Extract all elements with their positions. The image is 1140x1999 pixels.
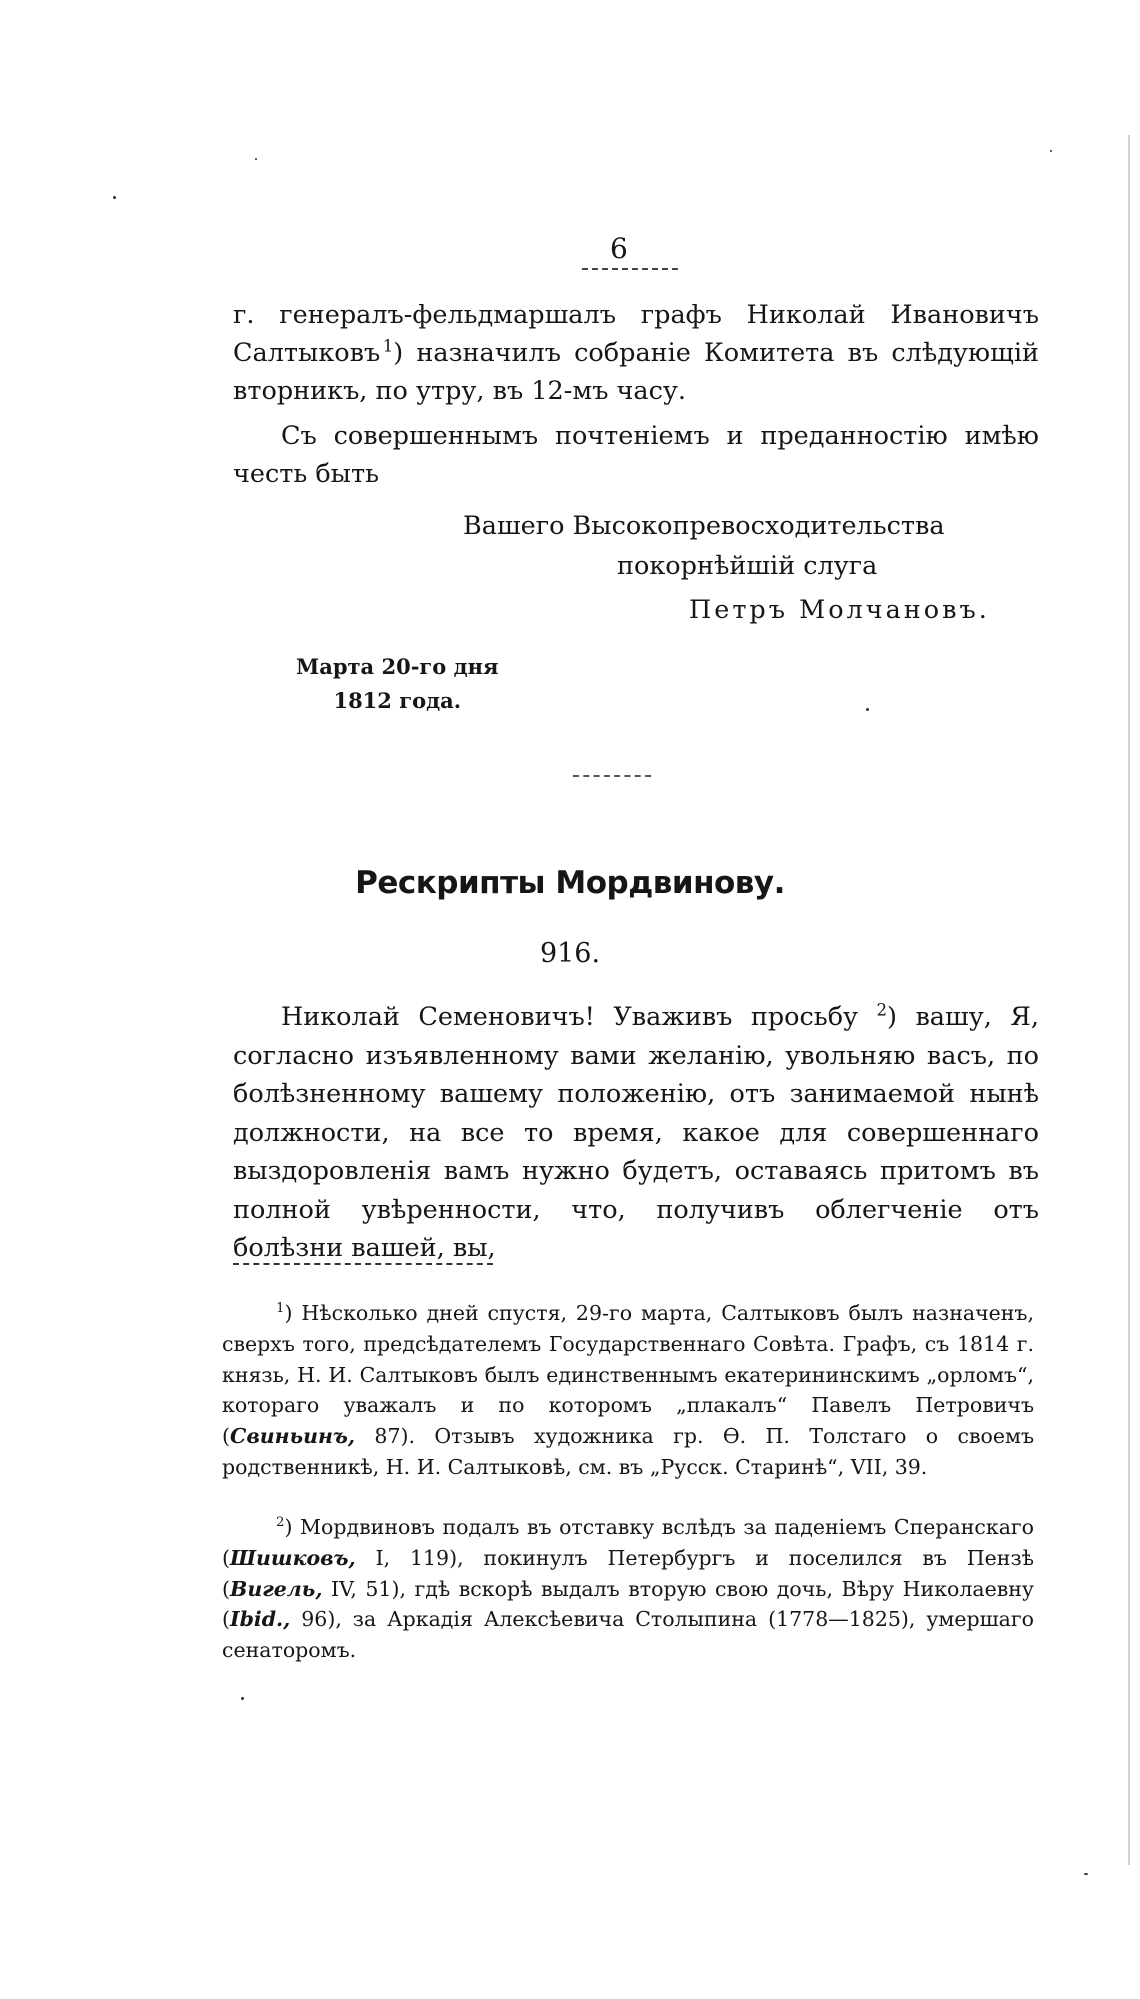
footnote-2-text-cont: I, 119), покинулъ Петербургъ и поселился въ Пензѣ (: [222, 1545, 1034, 1601]
section-title: Рескрипты Мордвинову.: [355, 865, 785, 901]
paragraph-letter-start: г. генералъ-фельдмаршалъ графъ Николай Ивановичъ Салтыковъ: [233, 300, 1039, 368]
page-number: 6: [610, 232, 628, 265]
closing-title: Вашего Высокопревосходительства: [463, 511, 945, 541]
paragraph-letter-text: [233, 296, 1039, 410]
rescript-body: [233, 998, 1039, 1268]
footnote-2-source-1: Шишковъ,: [230, 1545, 356, 1570]
page-number-rule: [582, 268, 678, 271]
paragraph-salutation: Съ совершеннымъ почтеніемъ и преданностію имѣю честь быть: [233, 421, 1039, 489]
scan-speck: [1084, 1873, 1088, 1875]
document-number: 916.: [539, 938, 601, 969]
footnote-1: [222, 1298, 1034, 1483]
footnote-2-source-3: Ibid.,: [230, 1607, 291, 1632]
date-line-2: 1812 года.: [333, 688, 462, 713]
scan-speck: [113, 196, 116, 199]
footnote-2: [222, 1512, 1034, 1666]
page-edge-shadow: [1128, 135, 1130, 1865]
footnote-1-mark: 1: [276, 1301, 285, 1317]
rescript-body-start: Николай Семеновичъ! Уваживъ просьбу: [281, 1002, 877, 1032]
rescript-body-rest: ) вашу, Я, согласно изъявленному вами желанію, увольняю васъ, по болѣзненному вашему положенію, отъ занимаемой нынѣ должности, на все то время, какое для совершеннаго выздоровленія вамъ нужно будетъ, оставаясь притомъ въ полной увѣренности, что, получивъ облегченіе отъ болѣзни вашей, вы,: [233, 1002, 1039, 1263]
letter-date: [296, 650, 498, 718]
footnote-2-source-2: Вигель,: [230, 1576, 323, 1601]
section-divider: [573, 775, 651, 777]
footnote-1-source: Свиньинъ,: [230, 1424, 356, 1449]
footnote-ref-1[interactable]: 1: [382, 336, 394, 356]
footnote-2-text: ) Мордвиновъ подалъ въ отставку вслѣдъ за паденіемъ Сперанскаго (: [222, 1515, 1034, 1570]
paragraph-letter-rest: ) назначилъ собраніе Комитета въ слѣдующій вторникъ, по утру, въ 12-мъ часу.: [233, 338, 1039, 406]
footnote-2-text-cont2: IV, 51), гдѣ вскорѣ выдалъ вторую свою дочь, Вѣру Николаевну (: [222, 1576, 1034, 1632]
footnote-ref-2[interactable]: 2: [876, 1000, 888, 1020]
footnote-2-mark: 2: [276, 1515, 285, 1531]
scan-speck: [241, 1697, 244, 1700]
footnote-2-text-end: 96), за Аркадія Алексѣевича Столыпина (1778—1825), умершаго сенаторомъ.: [222, 1607, 1034, 1663]
scan-speck: [1050, 150, 1052, 152]
signature: Петръ Молчановъ.: [689, 595, 990, 625]
footnote-1-text: ) Нѣсколько дней спустя, 29-го марта, Салтыковъ былъ назначенъ, сверхъ того, предсѣдателемъ Государственнаго Совѣта. Графъ, съ 1814 г. князь, Н. И. Салтыковъ былъ единственнымъ екатерининскимъ „орломъ“, котораго уважалъ и по которомъ „плакалъ“ Павелъ Петровичъ (: [222, 1301, 1034, 1449]
footnote-1-text-cont: 87). Отзывъ художника гр. Ѳ. П. Толстаго о своемъ родственникѣ, Н. И. Салтыковѣ, см. въ „Русск. Старинѣ“, VII, 39.: [222, 1424, 1034, 1479]
date-line-1: Марта 20-го дня: [296, 654, 499, 679]
scan-margin-top: [0, 0, 1140, 135]
scan-speck: [866, 708, 869, 711]
closing-servant: покорнѣйшій слуга: [617, 551, 878, 581]
scan-speck: [255, 158, 257, 160]
footnote-separator: [233, 1263, 493, 1265]
